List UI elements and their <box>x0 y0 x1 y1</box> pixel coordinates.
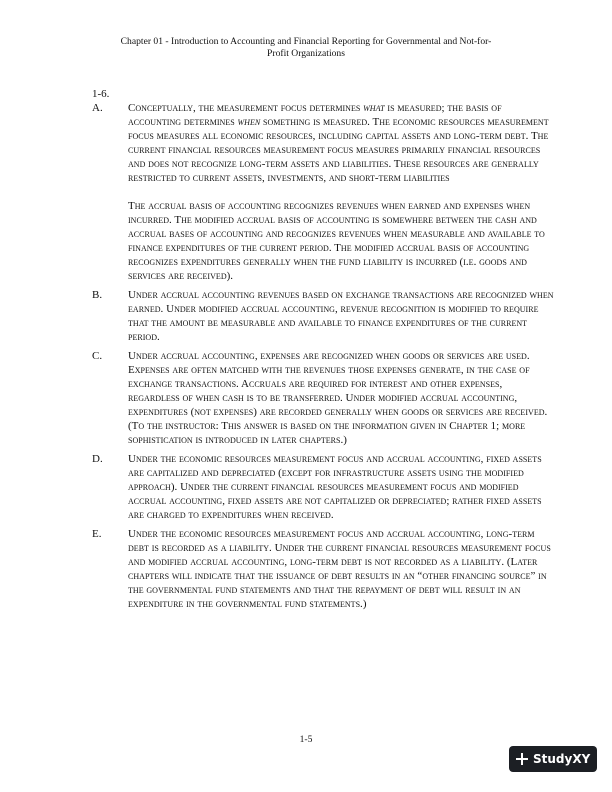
page-header: Chapter 01 - Introduction to Accounting and Financial Reporting for Governmental and Not-for-Profit Organizations <box>120 36 492 59</box>
answer-item-a <box>92 101 554 283</box>
answer-item-c <box>92 349 554 447</box>
text-run: is measured; the basis of accounting determines <box>128 102 502 128</box>
answer-paragraph: The accrual basis of accounting recognizes revenues when earned and expenses when incurred. The modified accrual basis of accounting is somewhere between the cash and accrual bases of accounting and recognizes revenues when measurable and available to finance expenditures of the current period. The modified accrual basis of accounting recognizes expenditures generally when the fund liability is incurred (i.e. goods and services are received). <box>128 200 545 282</box>
answer-item-b <box>92 288 554 344</box>
answer-paragraph <box>128 101 554 185</box>
emphasis-when: when <box>237 116 261 128</box>
answer-item-e <box>92 527 554 611</box>
text-run: Conceptually, the measurement focus determines <box>128 102 364 114</box>
plus-icon <box>516 753 528 765</box>
answer-paragraph: Under accrual accounting revenues based on exchange transactions are recognized when earned. Under modified accrual accounting, revenue recognition is modified to require that the amount be measurable and available to finance expenditures of the current period. <box>128 289 554 343</box>
answer-item-d <box>92 452 554 522</box>
answer-body <box>128 288 554 344</box>
answer-body <box>128 349 554 447</box>
page-number: 1-5 <box>299 734 313 745</box>
answer-letter: E. <box>92 528 102 540</box>
answer-paragraph: Under the economic resources measurement focus and accrual accounting, long-term debt is recorded as a liability. Under the current financial resources measurement focus and modified accrual accounting, long-term debt is not recorded as a liability. (Later chapters will indicate that the issuance of debt results in an “other financing source” in the governmental fund statements and that the repayment of debt will result in an expenditure in the governmental fund statements.) <box>128 528 551 610</box>
answer-letter: D. <box>92 453 103 465</box>
answer-letter: C. <box>92 350 103 362</box>
answer-body <box>128 101 554 283</box>
problem-number: 1-6. <box>92 88 110 100</box>
answer-letter: B. <box>92 289 103 301</box>
answer-body <box>128 527 554 611</box>
answer-body <box>128 452 554 522</box>
answer-paragraph: Under the economic resources measurement focus and accrual accounting, fixed assets are capitalized and depreciated (except for infrastructure assets using the modified approach). Under the current financial resources measurement focus and modified accrual accounting, fixed assets are not capitalized or depreciated; rather fixed assets are charged to expenditures when received. <box>128 453 542 521</box>
answer-list <box>92 101 554 616</box>
studyxy-logo[interactable] <box>509 746 597 772</box>
emphasis-what: what <box>363 102 385 114</box>
answer-paragraph: Under accrual accounting, expenses are recognized when goods or services are used. Expenses are often matched with the revenues those expenses generate, in the case of exchange transactions. Accruals are required for interest and other expenses, regardless of when cash is to be transferred. Under modified accrual accounting, expenditures (not expenses) are recorded generally when goods or services are received. (To the instructor: This answer is based on the information given in Chapter 1; more sophistication is introduced in later chapters.) <box>128 350 548 446</box>
logo-text: StudyXY <box>533 752 591 766</box>
text-run: something is measured. The economic resources measurement focus measures all economic resources, including capital assets and long-term debt. The current financial resources measurement focus measures primarily financial resources and does not recognize long-term assets and liabilities. These resources are generally restricted to current assets, investments, and short-term liabilities <box>128 116 549 184</box>
answer-letter: A. <box>92 102 103 114</box>
